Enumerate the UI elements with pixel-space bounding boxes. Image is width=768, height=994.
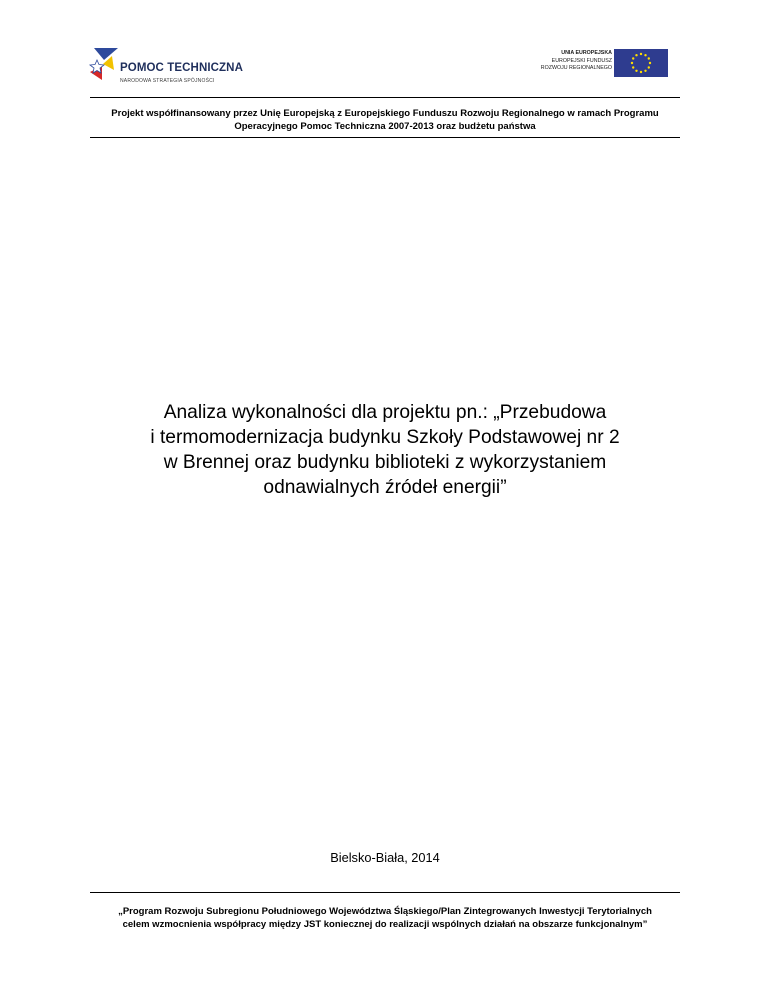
eu-logo — [510, 49, 670, 79]
logo-subtitle: NARODOWA STRATEGIA SPÓJNOŚCI — [120, 78, 215, 84]
header-rule-bottom — [90, 137, 680, 138]
pomoc-techniczna-logo-icon — [88, 46, 120, 86]
eu-star — [644, 54, 646, 56]
title-line: odnawialnych źródeł energii” — [263, 477, 507, 498]
eu-star — [632, 66, 634, 68]
title-line: i termomodernizacja budynku Szkoły Podstawowej nr 2 — [150, 427, 620, 448]
cofinancing-line: Operacyjnego Pomoc Techniczna 2007-2013 oraz budżetu państwa — [234, 121, 536, 132]
pomoc-techniczna-logo — [88, 46, 248, 90]
cofinancing-note — [90, 107, 680, 133]
logo-title: POMOC TECHNICZNA — [120, 62, 243, 74]
eu-star — [632, 57, 634, 59]
cofinancing-line: Projekt współfinansowany przez Unię Europejską z Europejskiego Funduszu Rozwoju Regionalnego w ramach Programu — [111, 108, 659, 119]
footer-note — [70, 905, 700, 931]
footer-rule — [90, 892, 680, 893]
footer-line: „Program Rozwoju Subregionu Południowego Województwa Śląskiego/Plan Zintegrowanych Inwestycji Terytorialnych — [118, 906, 652, 917]
eu-star — [631, 62, 633, 64]
eu-star — [640, 53, 642, 55]
title-line: w Brennej oraz budynku biblioteki z wykorzystaniem — [163, 452, 607, 473]
eu-logo-line: ROZWOJU REGIONALNEGO — [540, 65, 612, 71]
eu-logo-line: UNIA EUROPEJSKA — [561, 50, 612, 56]
eu-star — [640, 71, 642, 73]
eu-star — [648, 57, 650, 59]
eu-star — [635, 54, 637, 56]
eu-star — [648, 66, 650, 68]
eu-star — [644, 70, 646, 72]
footer-line: celem wzmocnienia współpracy między JST koniecznej do realizacji wspólnych działań na obszarze funkcjonalnym” — [122, 919, 648, 930]
header-rule-top — [90, 97, 680, 98]
eu-flag-icon — [614, 49, 668, 77]
eu-logo-text — [541, 50, 612, 73]
eu-star — [649, 62, 651, 64]
place-date: Bielsko-Biała, 2014 — [330, 850, 440, 865]
eu-star — [635, 70, 637, 72]
title-line: Analiza wykonalności dla projektu pn.: „Przebudowa — [163, 402, 607, 423]
document-title — [90, 400, 680, 500]
eu-logo-line: EUROPEJSKI FUNDUSZ — [551, 57, 612, 64]
